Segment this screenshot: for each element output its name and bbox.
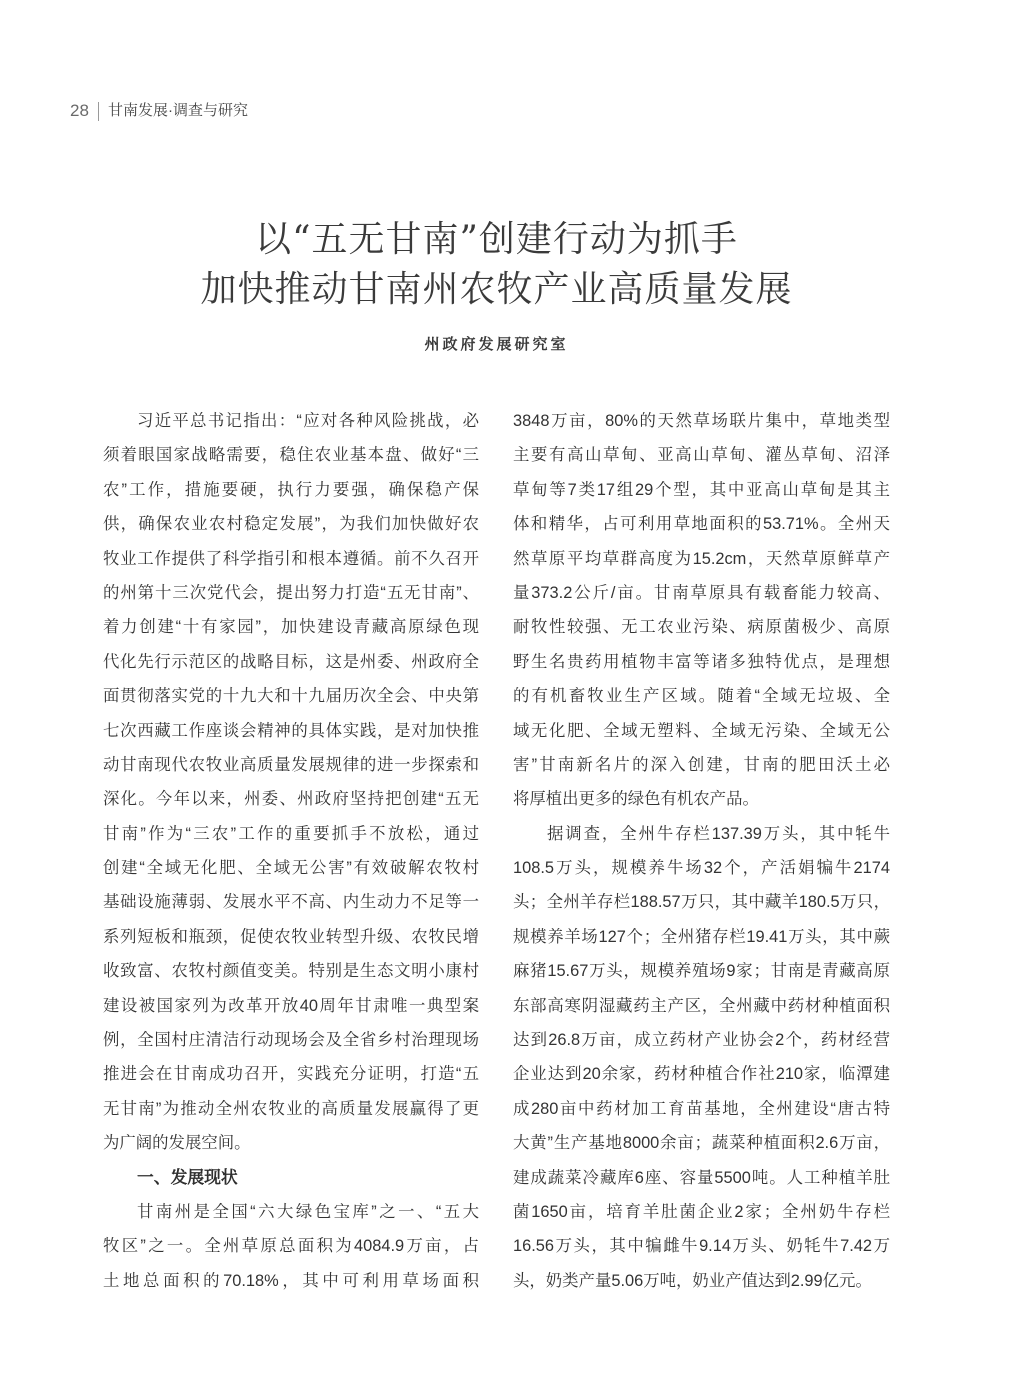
text-line: 无甘南”为推动全州农牧业的高质量发展赢得了更 (103, 1099, 479, 1118)
header-divider (98, 102, 99, 121)
text-line: 例，全国村庄清洁行动现场会及全省乡村治理现场 (103, 1031, 479, 1050)
text-line: 面贯彻落实党的十九大和十九届历次全会、中央第 (103, 687, 479, 706)
text-line: 主要有高山草甸、亚高山草甸、灌丛草甸、沼泽 (513, 446, 890, 465)
text-line: 创建“全域无化肥、全域无公害”有效破解农牧村 (103, 859, 479, 878)
right-column (513, 404, 890, 1298)
text-line: 系列短板和瓶颈，促使农牧业转型升级、农牧民增 (103, 927, 479, 946)
text-line: 16.56万头，其中犏雌牛9.14万头、奶牦牛7.42万 (513, 1237, 890, 1256)
text-line: 菌1650亩，培育羊肚菌企业2家；全州奶牛存栏 (513, 1202, 890, 1221)
text-line: 收致富、农牧村颜值变美。特别是生态文明小康村 (103, 962, 479, 981)
text-line: 将厚植出更多的绿色有机农产品。 (513, 790, 759, 809)
text-line: 成280亩中药材加工育苗基地，全州建设“唐古特 (513, 1099, 890, 1118)
text-line: 头，奶类产量5.06万吨，奶业产值达到2.99亿元。 (513, 1271, 872, 1290)
text-line: 企业达到20余家，药材种植合作社210家，临潭建 (513, 1065, 890, 1084)
text-line: 建成蔬菜冷藏库6座、容量5500吨。人工种植羊肚 (513, 1168, 890, 1187)
paragraph (103, 1195, 479, 1298)
text-line: 体和精华，占可利用草地面积的53.71%。全州天 (513, 515, 890, 534)
article-title-line-2: 加快推动甘南州农牧产业高质量发展 (200, 269, 793, 310)
text-line: 供，确保农业农村稳定发展”，为我们加快做好农 (103, 515, 479, 534)
text-line: 害”甘南新名片的深入创建，甘南的肥田沃土必 (513, 755, 890, 774)
page-number: 28 (70, 101, 89, 120)
text-line: 牧区”之一。全州草原总面积为4084.9万亩，占 (103, 1237, 479, 1256)
text-line: 动甘南现代农牧业高质量发展规律的进一步探索和 (103, 755, 479, 774)
text-line: 东部高寒阴湿藏药主产区，全州藏中药材种植面积 (513, 996, 890, 1015)
text-line: 108.5万头，规模养牛场32个，产活娟犏牛2174 (513, 859, 890, 878)
text-line: 代化先行示范区的战略目标，这是州委、州政府全 (103, 652, 479, 671)
text-line: 推进会在甘南成功召开，实践充分证明，打造“五 (103, 1065, 479, 1084)
text-line: 农”工作，措施要硬，执行力要强，确保稳产保 (103, 480, 479, 499)
text-line: 七次西藏工作座谈会精神的具体实践，是对加快推 (103, 721, 479, 740)
text-line: 野生名贵药用植物丰富等诸多独特优点，是理想 (513, 652, 890, 671)
text-line: 然草原平均草群高度为15.2cm，天然草原鲜草产 (513, 549, 890, 568)
text-line: 麻猪15.67万头，规模养殖场9家；甘南是青藏高原 (513, 962, 890, 981)
left-column (103, 404, 479, 1298)
text-line: 据调查，全州牛存栏137.39万头，其中牦牛 (547, 824, 890, 843)
text-line: 达到26.8万亩，成立药材产业协会2个，药材经营 (513, 1031, 890, 1050)
section-heading: 一、发展现状 (137, 1167, 238, 1187)
text-line: 深化。今年以来，州委、州政府坚持把创建“五无 (103, 790, 479, 809)
text-line: 为广阔的发展空间。 (103, 1134, 251, 1153)
text-line: 域无化肥、全域无塑料、全域无污染、全域无公 (513, 721, 890, 740)
text-line: 基础设施薄弱、发展水平不高、内生动力不足等一 (103, 893, 479, 912)
text-line: 牧业工作提供了科学指引和根本遵循。前不久召开 (103, 549, 479, 568)
text-line: 须着眼国家战略需要，稳住农业基本盘、做好“三 (103, 446, 479, 465)
text-line: 建设被国家列为改革开放40周年甘肃唯一典型案 (103, 996, 479, 1015)
text-line: 的州第十三次党代会，提出努力打造“五无甘南”、 (103, 583, 479, 602)
text-line: 草甸等7类17组29个型，其中亚高山草甸是其主 (513, 480, 890, 499)
text-line: 头；全州羊存栏188.57万只，其中藏羊180.5万只， (513, 893, 890, 912)
text-line: 3848万亩，80%的天然草场联片集中，草地类型 (513, 412, 890, 430)
paragraph (513, 817, 890, 1298)
text-line: 大黄”生产基地8000余亩；蔬菜种植面积2.6万亩， (513, 1134, 890, 1153)
paragraph (513, 404, 890, 817)
text-line: 的有机畜牧业生产区域。随着“全域无垃圾、全 (513, 687, 890, 706)
text-line: 土地总面积的70.18%，其中可利用草场面积 (103, 1271, 479, 1290)
text-line: 量373.2公斤/亩。甘南草原具有载畜能力较高、 (513, 583, 890, 602)
journal-section-name: 甘南发展·调查与研究 (108, 102, 248, 119)
article-author: 州政府发展研究室 (424, 335, 569, 353)
paragraph (103, 404, 479, 1161)
text-line: 习近平总书记指出：“应对各种风险挑战，必 (137, 412, 479, 430)
article-title (103, 215, 890, 315)
text-line: 耐牧性较强、无工农业污染、病原菌极少、高原 (513, 618, 890, 637)
text-line: 着力创建“十有家园”，加快建设青藏高原绿色现 (103, 618, 479, 637)
text-line: 规模养羊场127个；全州猪存栏19.41万头，其中蕨 (513, 927, 890, 946)
article-title-line-1: 以“五无甘南”创建行动为抓手 (255, 219, 738, 260)
text-line: 甘南州是全国“六大绿色宝库”之一、“五大 (137, 1202, 479, 1221)
text-line: 甘南”作为“三农”工作的重要抓手不放松，通过 (103, 824, 479, 843)
